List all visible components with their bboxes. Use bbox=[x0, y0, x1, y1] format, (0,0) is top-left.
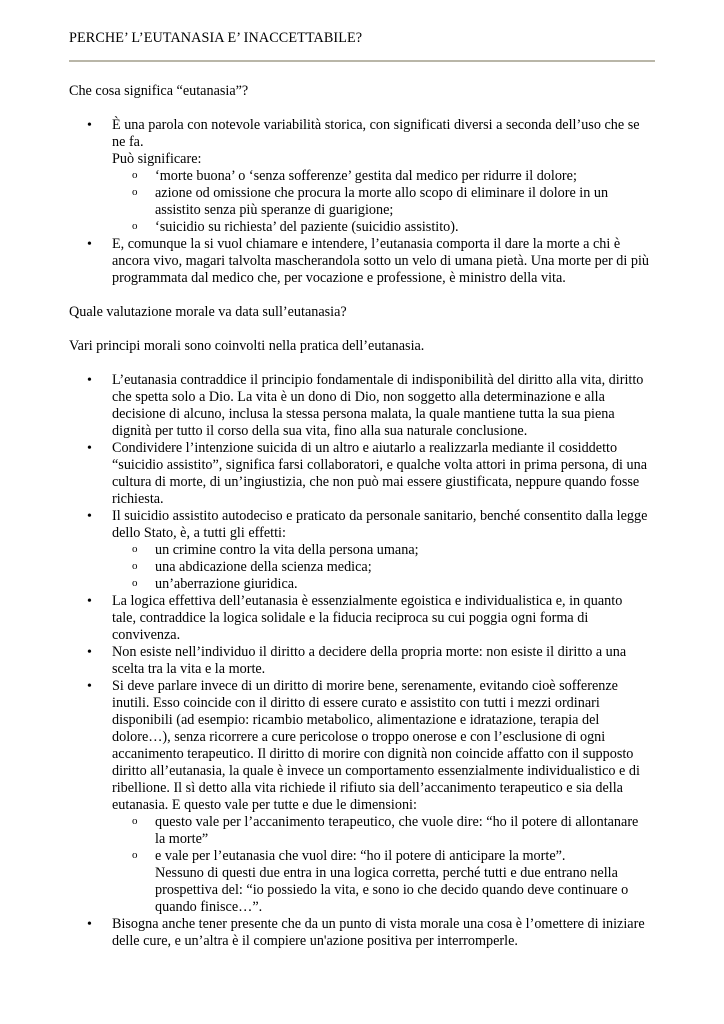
sub-list bbox=[112, 814, 649, 916]
sub-list-item: o questo vale per l’accanimento terapeutico, che vuole dire: “ho il potere di allontanare la morte” bbox=[112, 814, 649, 848]
sub-list-item: o ‘suicidio su richiesta’ del paziente (suicidio assistito). bbox=[112, 219, 649, 236]
sub-list-item: o un’aberrazione giuridica. bbox=[112, 576, 649, 593]
question-heading-1: Che cosa significa “eutanasia”? bbox=[69, 83, 249, 99]
bullet-intro: Può significare: bbox=[112, 151, 202, 167]
section-intro: Vari principi morali sono coinvolti nella pratica dell’eutanasia. bbox=[69, 338, 425, 354]
list-item: • La logica effettiva dell’eutanasia è essenzialmente egoistica e individualistica e, in quanto tale, contraddice la logica solidale e la fiducia reciproca su cui poggia ogni forma di convivenza. bbox=[69, 593, 649, 644]
sub-list-item: o una abdicazione della scienza medica; bbox=[112, 559, 649, 576]
list-item bbox=[69, 117, 649, 236]
sub-list-item: o un crimine contro la vita della persona umana; bbox=[112, 542, 649, 559]
list-item bbox=[69, 678, 649, 916]
bullet-text: • Il suicidio assistito autodeciso e praticato da personale sanitario, benché consentito dalla legge dello Stato, è, a tutti gli effetti: bbox=[112, 508, 648, 541]
question-heading-2: Quale valutazione morale va data sull’eutanasia? bbox=[69, 304, 347, 320]
bullet-text: • È una parola con notevole variabilità storica, con significati diversi a seconda dell’uso che se ne fa. bbox=[112, 117, 640, 150]
sub-item-text: o e vale per l’eutanasia che vuol dire: “ho il potere di anticipare la morte”. bbox=[155, 848, 566, 864]
page-header-title: PERCHE’ L’EUTANASIA E’ INACCETTABILE? bbox=[69, 30, 363, 46]
sub-list-item bbox=[112, 848, 649, 916]
definition-list bbox=[69, 117, 649, 287]
sub-item-continuation: Nessuno di questi due entra in una logica corretta, perché tutti e due entrano nella prospettiva del: “io possiedo la vita, e sono io che decido quando deve continuare o quando finisce…”. bbox=[155, 865, 629, 915]
sub-list-item: o ‘morte buona’ o ‘senza sofferenze’ gestita dal medico per ridurre il dolore; bbox=[112, 168, 649, 185]
list-item bbox=[69, 508, 649, 593]
list-item: • L’eutanasia contraddice il principio fondamentale di indisponibilità del diritto alla vita, diritto che spetta solo a Dio. La vita è un dono di Dio, non soggetto alla determinazione e alla decisione di alcuno, inclusa la stessa persona malata, la quale mantiene tutta la sua piena dignità per tutto il corso della sua vita, fino alla sua naturale conclusione. bbox=[69, 372, 649, 440]
header-divider bbox=[69, 60, 655, 62]
list-item: • Bisogna anche tener presente che da un punto di vista morale una cosa è l’omettere di iniziare delle cure, e un’altra è il compiere un'azione positiva per interromperle. bbox=[69, 916, 649, 950]
list-item: • Non esiste nell’individuo il diritto a decidere della propria morte: non esiste il diritto a una scelta tra la vita e la morte. bbox=[69, 644, 649, 678]
bullet-text: • Si deve parlare invece di un diritto di morire bene, serenamente, evitando cioè sofferenze inutili. Esso coincide con il diritto di essere curato e assistito con tutti i mezzi ordinari disponibili (ad esempio: ricambio metabolico, alimentazione e idratazione, terapia del dolore…), senza ricorrere a cure pericolose o troppo onerose e con l’esclusione di ogni accanimento terapeutico. Il diritto di morire con dignità non coincide affatto con il supposto diritto all’eutanasia, la quale è invece un comportamento essenzialmente individualistico e di ribellione. Il sì detto alla vita richiede il rifiuto sia dell’accanimento terapeutico e sia della eutanasia. E questo vale per tutte e due le dimensioni: bbox=[112, 678, 640, 813]
sub-list-item: o azione od omissione che procura la morte allo scopo di eliminare il dolore in un assistito senza più speranze di guarigione; bbox=[112, 185, 649, 219]
sub-list bbox=[112, 168, 649, 236]
list-item: • Condividere l’intenzione suicida di un altro e aiutarlo a realizzarla mediante il cosiddetto “suicidio assistito”, significa farsi collaboratori, e qualche volta attori in prima persona, di una cultura di morte, di un’ingiustizia, che non può mai essere giustificata, neppure quando fosse richiesta. bbox=[69, 440, 649, 508]
sub-list bbox=[112, 542, 649, 593]
document-body bbox=[69, 83, 649, 967]
list-item: • E, comunque la si vuol chiamare e intendere, l’eutanasia comporta il dare la morte a chi è ancora vivo, magari talvolta mascherandola sotto un velo di umana pietà. Una morte per di più programmata dal medico che, per vocazione e professione, è ministro della vita. bbox=[69, 236, 649, 287]
principles-list bbox=[69, 372, 649, 950]
